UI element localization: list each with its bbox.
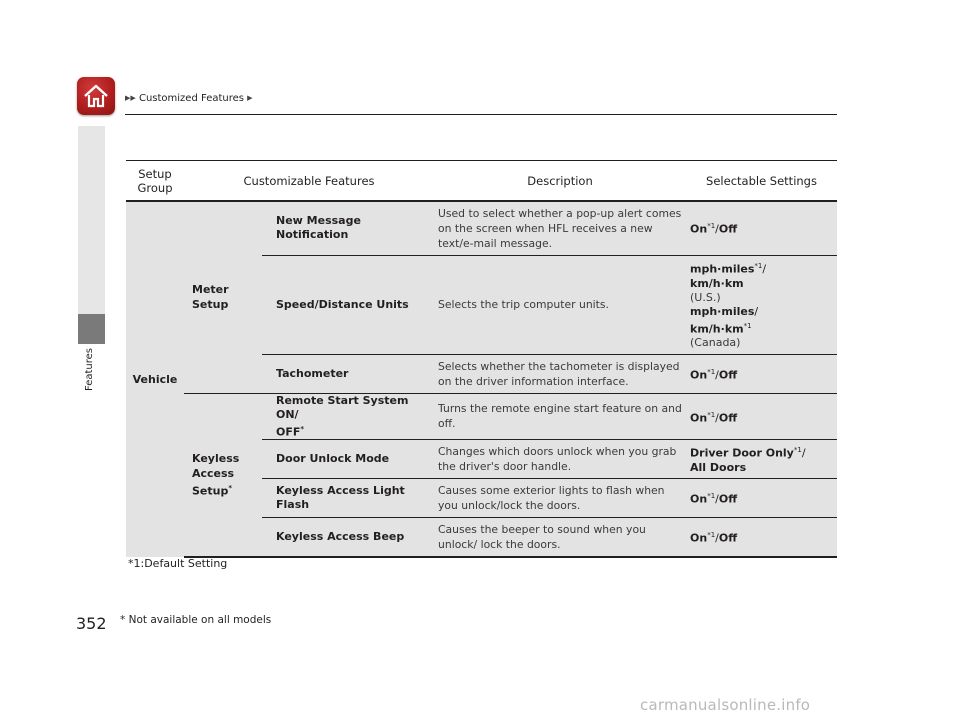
customized-features-table — [126, 160, 837, 558]
feature-settings: On$^{*1}$/Off — [686, 354, 837, 393]
feature-name: Keyless Access Light Flash — [262, 479, 434, 518]
home-button[interactable] — [77, 77, 115, 115]
feature-name: New Message Notification — [262, 201, 434, 255]
home-icon — [82, 82, 110, 110]
feature-name: Keyless Access Beep — [262, 518, 434, 557]
watermark: carmanualsonline.info — [640, 696, 811, 714]
header-divider — [125, 114, 837, 115]
feature-description: Selects the trip computer units. — [434, 255, 686, 354]
breadcrumb-arrow-icon: ▶ — [247, 94, 253, 102]
page-number: 352 — [76, 614, 107, 633]
feature-settings: On$^{*1}$/Off — [686, 393, 837, 440]
table-header-row — [126, 161, 837, 202]
header-selectable-settings: Selectable Settings — [686, 161, 837, 202]
header-setup-group: Setup Group — [126, 161, 184, 202]
feature-settings: On$^{*1}$/Off — [686, 479, 837, 518]
feature-description: Changes which doors unlock when you grab the driver's door handle. — [434, 440, 686, 479]
header-description: Description — [434, 161, 686, 202]
side-tab-features[interactable] — [78, 314, 105, 344]
feature-name: Remote Start System ON/ OFF* — [262, 393, 434, 440]
breadcrumb-section[interactable]: Customized Features — [138, 93, 244, 104]
feature-name: Door Unlock Mode — [262, 440, 434, 479]
table-row — [126, 393, 837, 440]
feature-description: Selects whether the tachometer is displayed on the driver information interface. — [434, 354, 686, 393]
feature-settings: On$^{*1}$/Off — [686, 518, 837, 557]
feature-name: Speed/Distance Units — [262, 255, 434, 354]
default-setting-footnote: *1:Default Setting — [128, 557, 228, 570]
breadcrumb[interactable] — [125, 93, 253, 104]
feature-description: Turns the remote engine start feature on and off. — [434, 393, 686, 440]
header-customizable-features: Customizable Features — [184, 161, 434, 202]
subgroup-meter-setup: Meter Setup — [184, 201, 262, 393]
side-tab-blank — [78, 126, 105, 314]
group-vehicle: Vehicle — [126, 201, 184, 557]
subgroup-keyless-access-setup: Keyless Access Setup* — [184, 393, 262, 557]
feature-settings: On$^{*1}$/Off — [686, 201, 837, 255]
feature-description: Used to select whether a pop-up alert comes on the screen when HFL receives a new text/e-mail message. — [434, 201, 686, 255]
availability-note: * Not available on all models — [120, 614, 272, 626]
feature-description: Causes the beeper to sound when you unlock/ lock the doors. — [434, 518, 686, 557]
side-tab-label: Features — [84, 348, 95, 391]
feature-settings: Driver Door Only$^{*1}$/ All Doors — [686, 440, 837, 479]
feature-description: Causes some exterior lights to flash when you unlock/lock the doors. — [434, 479, 686, 518]
feature-name: Tachometer — [262, 354, 434, 393]
table-row — [126, 201, 837, 255]
feature-settings: mph·miles$^{*1}$/ km/h·km (U.S.) mph·miles/ $km/h\cdot km^{*1}$ (Canada) — [686, 255, 837, 354]
breadcrumb-arrow-icon: ▶▶ — [125, 94, 136, 102]
